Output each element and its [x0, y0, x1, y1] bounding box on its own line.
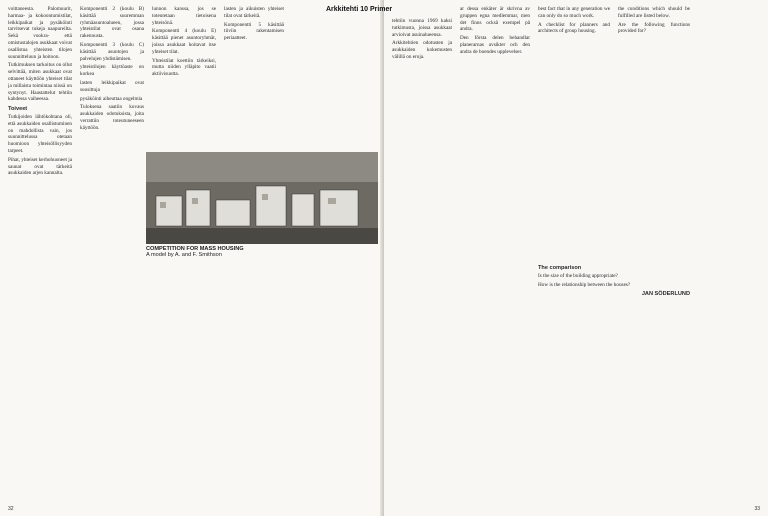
paragraph: lasten ja aikuisten yhteiset tilat ovat tärkeitä.	[224, 6, 284, 19]
model-photo	[146, 152, 378, 244]
paragraph: Komponentti 4 (koulu E) käsittää pienet asuntoryhmät, joissa asukkaat hoitavat itse yhteiset tilat.	[152, 28, 216, 55]
list-item: lasten leikkipaikat ovat suosittuja	[80, 79, 144, 93]
paragraph: Den första delen behandlar planerarnas avsikter och den andra de boendes upplevelser.	[460, 35, 530, 55]
right-column-4	[618, 6, 690, 148]
paragraph: ar dessa enkäter är skrivna av gruppen egna medlemmar, men det finns också exempel på andra.	[460, 6, 530, 33]
subheading: The comparison	[538, 265, 582, 271]
paragraph: voittaneesta. Palomuurit, harmaa- ja kokoontumistilat, leikkipaikat ja pysäköinti tarvitsevat tukeja naapureilta. Sekä vuokra- että omistustalojen asukkaat voivat osallistua yhteisten tilojen suunnitteluun ja hoitoon.	[8, 6, 72, 60]
right-column-3	[538, 6, 610, 148]
list-item: yhteistilojen käyttöaste on korkea	[80, 64, 144, 78]
right-column-1	[392, 18, 452, 148]
paragraph: Arkkitehtien odotusten ja asukkaiden kokemusten välillä on eroja.	[392, 40, 452, 60]
author-signature: JAN SÖDERLUND	[641, 291, 690, 298]
running-head: Arkkitehti 10 Primer	[326, 6, 393, 13]
left-column-4	[224, 6, 284, 146]
right-lower-section	[538, 262, 690, 502]
subheading: Toiveet	[8, 106, 28, 113]
photo-caption	[146, 246, 378, 258]
caption-subtitle: A model by A. and F. Smithson	[146, 252, 222, 258]
paragraph: Are the following functions provided for?	[618, 21, 690, 35]
paragraph: Tuloksena saatiin kuvaus asukkaiden odotuksista, joita verrattiin toteutuneeseen käyttöön.	[80, 104, 144, 131]
right-page	[384, 0, 768, 516]
list-item: pysäköinti aiheuttaa ongelmia	[80, 95, 143, 102]
paragraph: Tutkimuksen tarkoitus on ollut selvittää, miten asukkaat ovat ottaneet käyttöön yhteiset tilat ja millaista toimintaa niissä on syntynyt. Haastattelut tehtiin kahdessa vaiheessa.	[8, 62, 72, 103]
paragraph: tehtiin vuonna 1969 kaksi tutkimusta, joissa asukkaat arvioivat asuinalueensa.	[392, 18, 452, 38]
paragraph: Komponentti 3 (koulu C) käsittää asuntojen ja palvelujen yhdistämisen.	[80, 41, 144, 62]
paragraph: How is the relationship between the houses?	[538, 281, 631, 288]
right-column-2	[460, 6, 530, 148]
left-column-2	[80, 6, 144, 500]
page-number: 33	[754, 506, 760, 512]
paragraph: Pihat, yhteiset kerhohuoneet ja saunat ovat tärkeitä asukkaiden arjen kannalta.	[8, 156, 72, 177]
left-column-1	[8, 6, 72, 500]
paragraph: best fact that in any generation we can only do so much work.	[538, 6, 610, 19]
paragraph: Komponentti 5 käsittää tiiviin rakentamisen periaatteet.	[224, 21, 284, 42]
paragraph: A checklist for planners and architects of group housing.	[538, 21, 610, 35]
paragraph: Komponentti 2 (koulu B) käsittää suuremman ryhmäasuntoalueen, jossa yhteistilat ovat osana rakennusta.	[80, 6, 144, 40]
page-number: 32	[8, 506, 14, 512]
paragraph: lunnon kanssa, jos se toteutetaan tietoisena yhteisönä.	[152, 6, 216, 26]
paragraph: Tutkijoiden lähtökohtana oli, että asukkaiden osallistuminen on mahdollista vain, jos suunnittelussa otetaan huomioon yhteisöllisyyden tarpeet.	[8, 113, 72, 154]
paragraph: Yhteistilat koettiin tärkeiksi, mutta niiden ylläpito vaatii aktiivisuutta.	[152, 57, 216, 78]
paragraph: the conditions which should be fulfilled are listed below.	[618, 6, 690, 19]
paragraph: Is the size of the building appropriate?	[538, 272, 618, 279]
caption-title: COMPETITION FOR MASS HOUSING	[146, 246, 244, 252]
